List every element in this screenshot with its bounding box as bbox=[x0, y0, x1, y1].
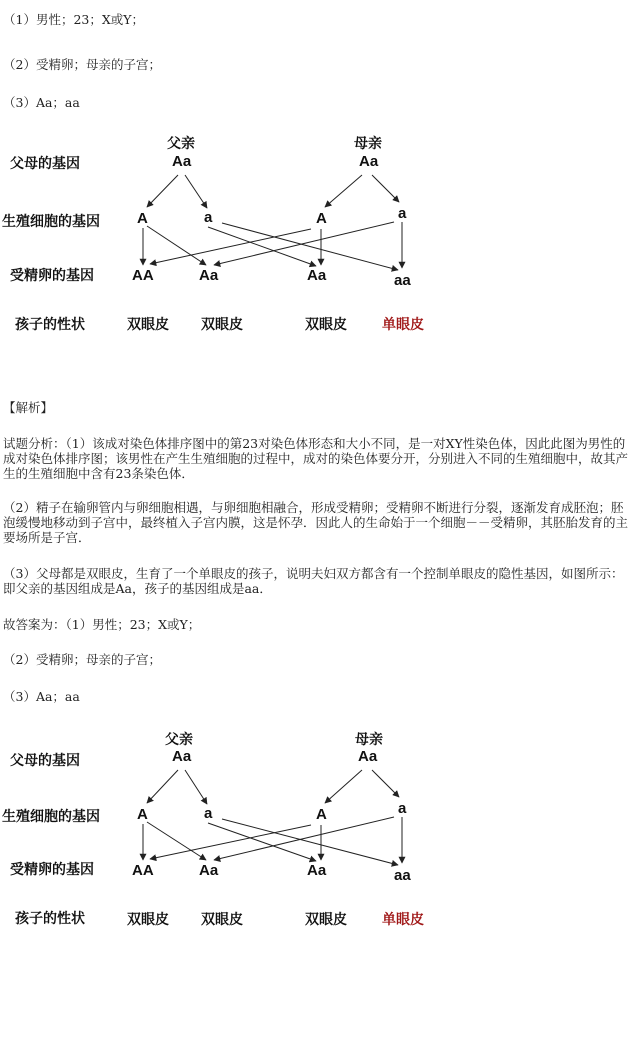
gamete-father-A: A bbox=[137, 210, 148, 227]
answer-line-3: （3）Aa；aa bbox=[3, 95, 80, 110]
zygote-AA: AA bbox=[132, 267, 154, 284]
analysis-paragraph-2: （2）精子在输卵管内与卵细胞相遇，与卵细胞相融合，形成受精卵；受精卵不断进行分裂，逐渐发育成胚泡；胚泡缓慢地移动到子宫中，最终植入子宫内膜，这是怀孕．因此人的生命始于一个细胞－－受精卵，其胚胎发育的主要场所是子宫． bbox=[3, 500, 629, 545]
mother-title: 母亲 bbox=[354, 136, 382, 152]
mother-gene: Aa bbox=[358, 748, 378, 765]
gamete-father-a: a bbox=[204, 209, 213, 226]
trait-4-recessive: 单眼皮 bbox=[382, 912, 424, 928]
row-label-parents: 父母的基因 bbox=[10, 156, 80, 172]
gamete-father-a: a bbox=[204, 805, 213, 822]
trait-2: 双眼皮 bbox=[201, 912, 243, 928]
row-label-traits: 孩子的性状 bbox=[15, 911, 85, 927]
gamete-father-A: A bbox=[137, 806, 148, 823]
gamete-mother-A: A bbox=[316, 806, 327, 823]
gamete-mother-A: A bbox=[316, 210, 327, 227]
final-answer-line-3: （3）Aa；aa bbox=[3, 689, 80, 704]
zygote-Aa-1: Aa bbox=[199, 267, 219, 284]
genetics-diagram-bottom bbox=[0, 727, 440, 942]
answer-line-1: （1）男性；23；X或Y； bbox=[3, 12, 145, 27]
answer-line-2: （2）受精卵；母亲的子宫； bbox=[3, 57, 161, 72]
zygote-Aa-2: Aa bbox=[307, 862, 327, 879]
final-answer-line-1: 故答案为：（1）男性；23；X或Y； bbox=[3, 617, 201, 632]
mother-title: 母亲 bbox=[355, 732, 383, 748]
zygote-Aa-2: Aa bbox=[307, 267, 327, 284]
father-gene: Aa bbox=[172, 153, 192, 170]
trait-3: 双眼皮 bbox=[305, 317, 347, 333]
trait-4-recessive: 单眼皮 bbox=[382, 317, 424, 333]
row-label-traits: 孩子的性状 bbox=[15, 317, 85, 333]
gamete-mother-a: a bbox=[398, 205, 407, 222]
inheritance-arrows bbox=[143, 770, 402, 865]
analysis-paragraph-1: 试题分析：（1）该成对染色体排序图中的第23对染色体形态和大小不同，是一对XY性染色体，因此此图为男性的成对染色体排序图；该男性在产生生殖细胞的过程中，成对的染色体要分开，分别进入不同的生殖细胞中，故其产生的生殖细胞中含有23条染色体． bbox=[3, 436, 629, 481]
final-answer-line-2: （2）受精卵；母亲的子宫； bbox=[3, 652, 161, 667]
inheritance-arrows bbox=[143, 175, 402, 270]
zygote-aa: aa bbox=[394, 272, 411, 289]
row-label-zygotes: 受精卵的基因 bbox=[10, 862, 94, 878]
zygote-Aa-1: Aa bbox=[199, 862, 219, 879]
trait-2: 双眼皮 bbox=[201, 317, 243, 333]
zygote-aa: aa bbox=[394, 867, 411, 884]
analysis-paragraph-3: （3）父母都是双眼皮，生育了一个单眼皮的孩子，说明夫妇双方都含有一个控制单眼皮的隐性基因，如图所示：即父亲的基因组成是Aa，孩子的基因组成是aa． bbox=[3, 566, 624, 596]
trait-3: 双眼皮 bbox=[305, 912, 347, 928]
trait-1: 双眼皮 bbox=[127, 317, 169, 333]
genetics-diagram-top bbox=[0, 130, 440, 345]
trait-1: 双眼皮 bbox=[127, 912, 169, 928]
row-label-parents: 父母的基因 bbox=[10, 753, 80, 769]
zygote-AA: AA bbox=[132, 862, 154, 879]
row-label-gametes: 生殖细胞的基因 bbox=[2, 809, 100, 825]
father-gene: Aa bbox=[172, 748, 192, 765]
row-label-zygotes: 受精卵的基因 bbox=[10, 268, 94, 284]
father-title: 父亲 bbox=[167, 136, 195, 152]
mother-gene: Aa bbox=[359, 153, 379, 170]
row-label-gametes: 生殖细胞的基因 bbox=[2, 214, 100, 230]
analysis-heading: 【解析】 bbox=[3, 400, 54, 415]
father-title: 父亲 bbox=[165, 732, 193, 748]
gamete-mother-a: a bbox=[398, 800, 407, 817]
